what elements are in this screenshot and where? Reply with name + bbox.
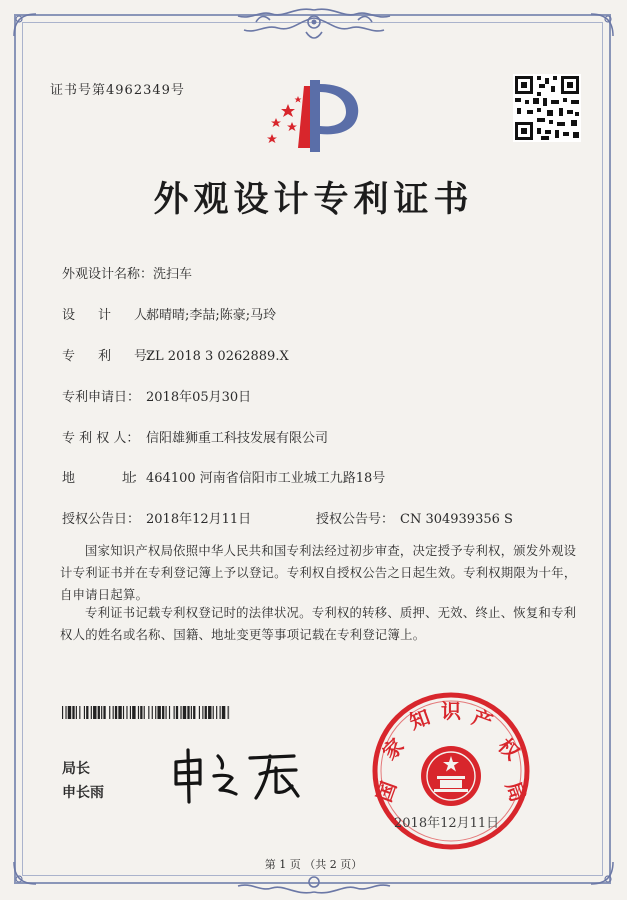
grant-date-row: [62, 508, 251, 527]
design-name-label: 外观设计名称：: [62, 267, 154, 282]
svg-text:国: 国: [371, 778, 402, 806]
design-name-value: 洗扫车: [153, 267, 193, 282]
svg-text:家: 家: [377, 733, 409, 765]
svg-text:权: 权: [493, 733, 525, 765]
patentee-value: 信阳雄狮重工科技发展有限公司: [146, 431, 329, 446]
design-name-row: [62, 263, 192, 282]
document-title: 外观设计专利证书: [153, 179, 474, 220]
top-ornament-icon: [226, 4, 402, 48]
grant-number-row: [316, 508, 513, 527]
director-title: 局长: [62, 761, 90, 777]
page-footer: 第 1 页 （共 2 页）: [264, 858, 363, 871]
svg-text:局: 局: [500, 778, 531, 806]
svg-text:知: 知: [406, 704, 434, 735]
patent-number-label: 专 利 号：: [62, 349, 159, 364]
certificate-number: 证书号第4962349号: [50, 83, 185, 98]
patent-number-row: [62, 345, 289, 364]
director-name: 申长雨: [62, 785, 104, 801]
patentee-label: 专 利 权 人：: [62, 431, 140, 446]
designers-row: [62, 304, 276, 323]
grant-date-value: 2018年12月11日: [146, 512, 252, 527]
patentee-row: [62, 427, 328, 446]
cnipa-logo-icon: [258, 74, 368, 162]
legal-status-paragraph: 专利证书记载专利权登记时的法律状况。专利权的转移、质押、无效、终止、恢复和专利权人的姓名或名称、国籍、地址变更等事项记载在专利登记簿上。: [60, 606, 577, 642]
designers-label: 设 计 人：: [62, 308, 159, 323]
filing-date-label: 专利申请日：: [62, 390, 141, 405]
signature-icon: [166, 740, 316, 806]
grant-statement-paragraph: 国家知识产权局依照中华人民共和国专利法经过初步审查，决定授予专利权，颁发外观设计专利证书并在专利登记簿上予以登记。专利权自授权公告之日起生效。专利权期限为十年，自申请日起算。: [60, 544, 577, 602]
grant-number-label: 授权公告号：: [316, 512, 395, 527]
svg-text:识: 识: [441, 699, 461, 723]
corner-ornament-icon: [587, 10, 617, 40]
address-label: 地 址：: [62, 471, 143, 486]
seal-date: 2018年12月11日: [394, 816, 500, 831]
svg-text:产: 产: [468, 704, 496, 735]
barcode-icon: [62, 706, 230, 719]
grant-date-label: 授权公告日：: [62, 512, 141, 527]
grant-number-value: CN 304939356 S: [400, 512, 513, 527]
corner-ornament-icon: [10, 10, 40, 40]
filing-date-row: [62, 386, 251, 405]
address-row: [62, 467, 385, 486]
designers-value: 郝晴晴;李喆;陈豪;马玲: [146, 308, 277, 323]
patent-number-value: ZL 2018 3 0262889.X: [146, 349, 289, 364]
address-value: 464100 河南省信阳市工业城工九路18号: [146, 471, 386, 486]
qr-code-icon: [513, 74, 581, 142]
filing-date-value: 2018年05月30日: [146, 390, 252, 405]
